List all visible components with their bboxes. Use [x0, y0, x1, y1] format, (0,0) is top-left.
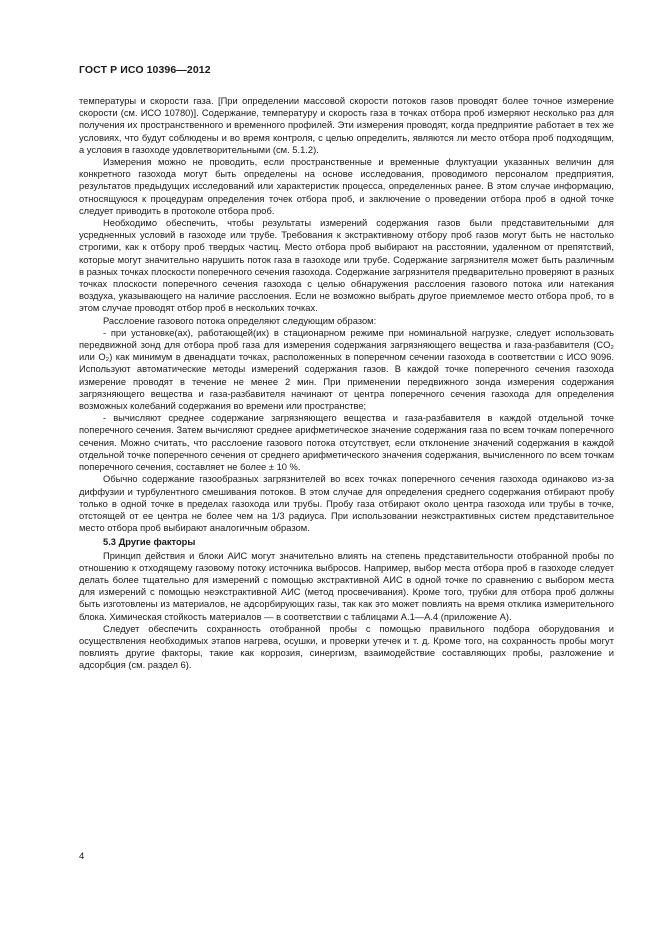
paragraph: Следует обеспечить сохранность отобранной пробы с помощью правильного подбора оборудования и осуществления необходимых этапов нагрева, осушки, и проверки утечек и т. д. Кроме того, на сохранность пробы могут повлиять другие факторы, такие как коррозия, синергизм, взаимодействие составляющих пробы, разложение и адсорбция (см. раздел 6). — [79, 623, 614, 671]
list-item: - при установке(ах), работающей(их) в стационарном режиме при номинальной нагрузке, следует использовать передвижной зонд для отбора проб газа для измерения содержания загрязняющего вещества и газа-разбавителя (CO₂ или O₂) как минимум в двенадцати точках, расположенных в поперечном сечении газохода в соответствии с ИСО 9096. Используют автоматические методы измерений содержания газов. В каждой точке поперечного сечения газохода измерение проводят в течение не менее 2 мин. При применении передвижного зонда измерения содержания загрязняющего вещества и газа-разбавителя начинают от центра поперечного сечения газохода для определения возможных колебаний содержания во времени или пространстве; — [79, 327, 614, 412]
paragraph: Обычно содержание газообразных загрязнителей во всех точках поперечного сечения газохода одинаково из-за диффузии и турбулентного смешивания потоков. В этом случае для определения среднего содержания отбирают пробу только в одной точке в пределах газохода или трубы. Пробу газа отбирают около центра газохода или трубы в точке, отстоящей от ее центра не более чем на 1/3 радиуса. При использовании неэкстрактивных систем представительное место отбора проб выбирают аналогичным образом. — [79, 474, 614, 534]
paragraph: Расслоение газового потока определяют следующим образом: — [103, 315, 377, 326]
page-number: 4 — [79, 851, 85, 862]
paragraph: Необходимо обеспечить, чтобы результаты измерений содержания газов были представительными для усредненных условий в газоходе или трубе. Требования к экстрактивному отбору проб газов могут быть не настолько строгими, как к отбору проб твердых частиц. Место отбора проб выбирают на расстоянии, удаленном от препятствий, которые могут значительно нарушить поток газа в газоходе или трубе. Содержание загрязнителя может быть различным в разных точках плоскости поперечного сечения газохода. Содержание загрязнителя предварительно проверяют в разных точках плоскости поперечного сечения газохода с целью обнаружения расслоения газового потока или натекания воздуха, указывающего на наличие расслоения. Если не возможно выбрать другое приемлемое место отбора проб, то в этом случае проводят отбор проб в нескольких точках. — [79, 218, 614, 314]
section-title: 5.3 Другие факторы — [103, 537, 196, 548]
list-item: - вычисляют среднее содержание загрязняющего вещества и газа-разбавителя в каждой отдельной точке поперечного сечения. Затем вычисляют среднее арифметическое значение содержания газа по всем точкам поперечного сечения. Можно считать, что расслоение газового потока отсутствует, если отклонение значений содержания в каждой отдельной точке поперечного сечения от среднего арифметического значения содержания, вычисленного по всем точкам поперечного сечения, составляет не более ± 10 %. — [79, 413, 614, 473]
paragraph: Принцип действия и блоки АИС могут значительно влиять на степень представительности отобранной пробы по отношению к отходящему газовому потоку источника выбросов. Например, выбор места отбора проб в газоходе следует делать более тщательно для измерений с помощью экстрактивной АИС в одной точке по сравнению с выбором места для измерений с помощью неэкстрактивной АИС (метод просвечивания). Кроме того, трубки для отбора проб должны быть изготовлены из материалов, не адсорбирующих газы, так как это может повлиять на время отклика измерительного блока. Химическая стойкость материалов — в соответствии с таблицами А.1—А.4 (приложение А). — [79, 550, 614, 622]
standard-header: ГОСТ Р ИСО 10396—2012 — [79, 64, 211, 76]
paragraph: Измерения можно не проводить, если пространственные и временные флуктуации указанных величин для конкретного газохода могут быть определены на основе исследования, проводимого персоналом предприятия, результатов предыдущих исследований или характеристик процесса, определенных ранее. В этом случае информацию, относящуюся к процедурам определения точек отбора проб, и заключение о проведении отбора проб в одной точке следует приводить в протоколе отбора проб. — [79, 157, 614, 216]
document-body — [79, 95, 614, 672]
paragraph: температуры и скорости газа. [При определении массовой скорости потоков газов проводят более точное измерение скорости (см. ИСО 10780)]. Содержание, температуру и скорость газа в точках отбора проб измеряют несколько раз для получения их пространственного и временного профилей. Эти измерения проводят, когда предприятие работает в тех же условиях, что будут соблюдены и во время контроля, с целью определить, являются ли место отбора проб подходящим, а условия в газоходе удовлетворительными (см. 5.1.2). — [79, 96, 614, 155]
